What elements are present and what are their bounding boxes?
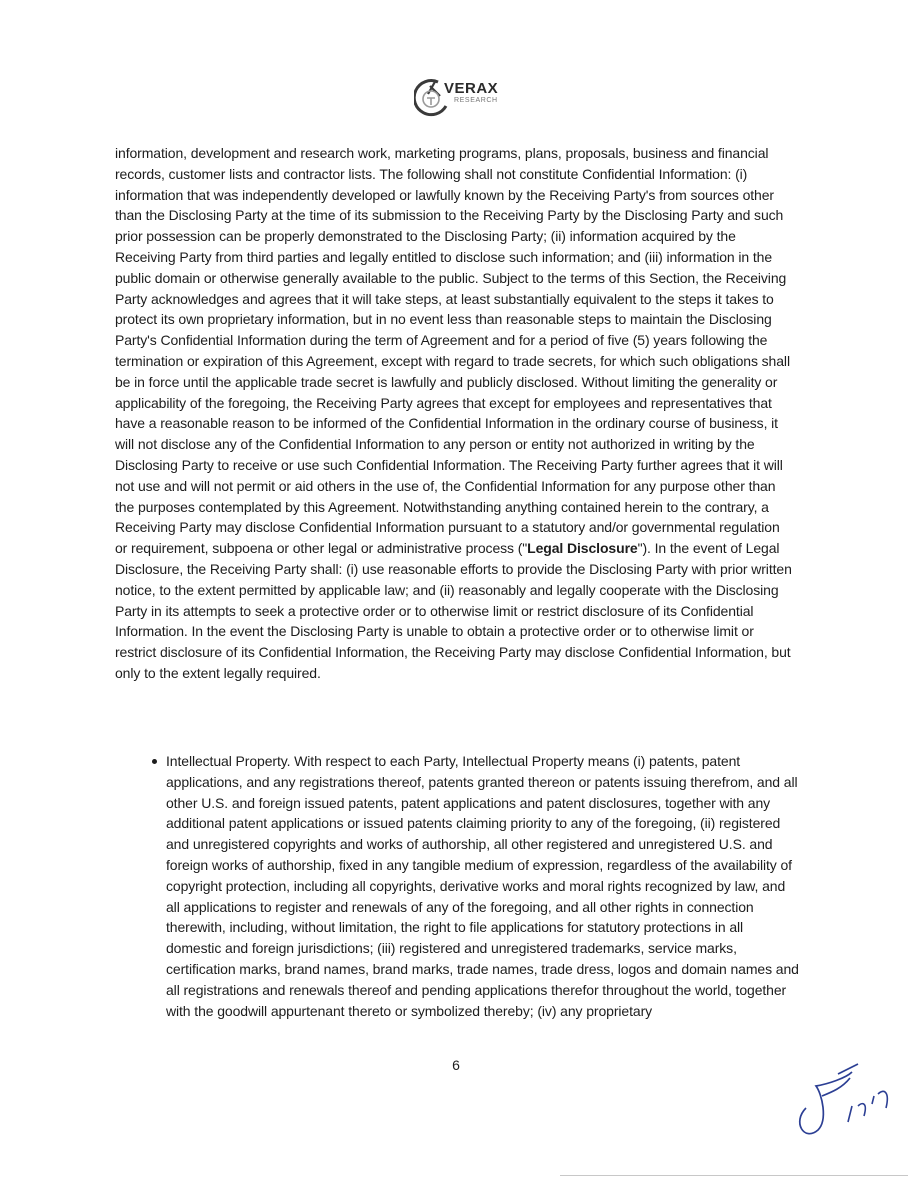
paragraph-text-part2: "). In the event of Legal Disclosure, the Receiving Party shall: (i) use reasonable efforts to provide the Disclosing Party with prior written notice, to the extent permitted by applicable law; and (ii) reasonably and legally cooperate with the Disclosing Party in its attempts to seek a protective order or to otherwise limit or restrict disclosure of its Confidential Information. In the event the Disclosing Party is unable to obtain a protective order or to otherwise limit or restrict disclosure of its Confidential Information, the Receiving Party may disclose Confidential Information, but only to the extent legally required. <box>115 540 792 681</box>
page-number: 6 <box>452 1057 460 1073</box>
legal-disclosure-term: Legal Disclosure <box>527 540 638 557</box>
bullet-list <box>152 751 800 1021</box>
page-bottom-edge <box>560 1175 908 1176</box>
handwritten-initials-signature <box>788 1038 898 1146</box>
list-item <box>152 751 800 1021</box>
intellectual-property-text: Intellectual Property. With respect to each Party, Intellectual Property means (i) patents, patent applications, and any registrations thereof, patents granted thereon or patents issuing therefrom, and all other U.S. and foreign issued patents, patent applications and patent disclosures, together with any additional patent applications or issued patents claiming priority to any of the foregoing, (ii) registered and unregistered copyrights and works of authorship, all other registered and unregistered U.S. and foreign works of authorship, fixed in any tangible medium of expression, regardless of the availability of copyright protection, including all copyrights, derivative works and moral rights recognized by law, and all applications to register and renewals of any of the foregoing, and all other rights in connection therewith, including, without limitation, the right to file applications for statutory protections in all domestic and foreign jurisdictions; (iii) registered and unregistered trademarks, service marks, certification marks, brand names, brand marks, trade names, trade dress, logos and domain names and all registrations and renewals thereof and pending applications therefor throughout the world, together with the goodwill appurtenant thereto or symbolized thereby; (iv) any proprietary <box>166 753 799 1019</box>
signature-scribble-icon <box>788 1038 898 1146</box>
logo-subtext: RESEARCH <box>454 97 498 104</box>
logo-wordmark: VERAX <box>444 80 499 97</box>
company-logo <box>414 72 506 120</box>
main-paragraph <box>115 143 795 684</box>
bullet-icon <box>152 759 157 764</box>
paragraph-text-part1: information, development and research work, marketing programs, plans, proposals, business and financial records, customer lists and contractor lists. The following shall not constitute Confidential Information: (i) information that was independently developed or lawfully known by the Receiving Party's from sources other than the Disclosing Party at the time of its submission to the Receiving Party by the Disclosing Party and such prior possession can be properly demonstrated to the Disclosing Party; (ii) information acquired by the Receiving Party from third parties and legally entitled to disclose such information; and (iii) information in the public domain or otherwise generally available to the public. Subject to the terms of this Section, the Receiving Party acknowledges and agrees that it will take steps, at least substantially equivalent to the steps it takes to protect its own proprietary information, but in no event less than reasonable steps to maintain the Disclosing Party's Confidential Information during the term of Agreement and for a period of five (5) years following the termination or expiration of this Agreement, except with regard to trade secrets, for which such obligations shall be in force until the applicable trade secret is lawfully and publicly disclosed. Without limiting the generality or applicability of the foregoing, the Receiving Party agrees that except for employees and representatives that have a reasonable reason to be informed of the Confidential Information in the ordinary course of business, it will not disclose any of the Confidential Information to any person or entity not authorized in writing by the Disclosing Party to receive or use such Confidential Information. The Receiving Party further agrees that it will not use and will not permit or aid others in the use of, the Confidential Information for any purpose other than the purposes contemplated by this Agreement. Notwithstanding anything contained herein to the contrary, a Receiving Party may disclose Confidential Information pursuant to a statutory and/or governmental regulation or requirement, subpoena or other legal or administrative process (" <box>115 145 790 557</box>
